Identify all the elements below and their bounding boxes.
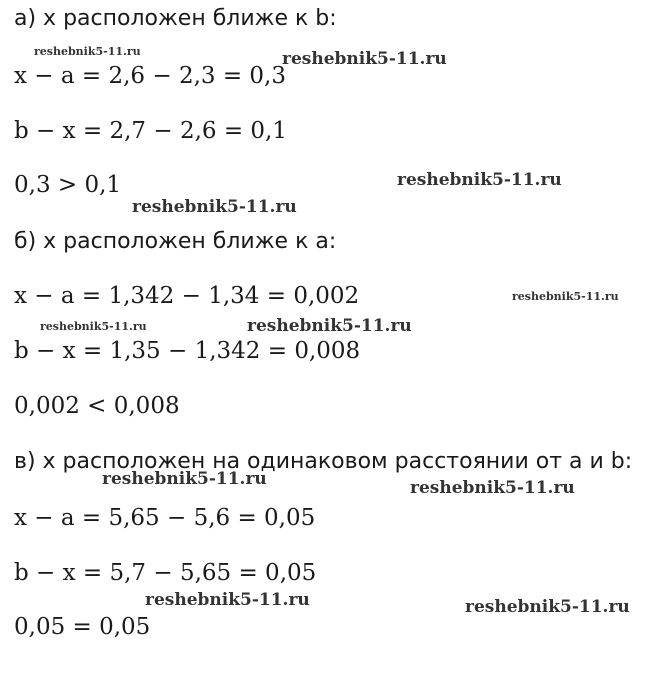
watermark: reshebnik5-11.ru [465, 597, 630, 617]
watermark: reshebnik5-11.ru [145, 590, 310, 610]
watermark: reshebnik5-11.ru [40, 320, 147, 333]
line-a-compare: 0,3 > 0,1 [14, 172, 122, 198]
line-c-compare: 0,05 = 0,05 [14, 614, 151, 640]
watermark: reshebnik5-11.ru [282, 49, 447, 69]
line-a-heading: а) x расположен ближе к b: [14, 6, 337, 31]
line-b-eq2: b − x = 1,35 − 1,342 = 0,008 [14, 338, 361, 364]
line-b-compare: 0,002 < 0,008 [14, 393, 180, 419]
watermark: reshebnik5-11.ru [247, 316, 412, 336]
line-b-eq1: x − a = 1,342 − 1,34 = 0,002 [14, 283, 360, 309]
watermark: reshebnik5-11.ru [34, 45, 141, 58]
line-b-heading: б) x расположен ближе к a: [14, 229, 337, 254]
line-a-eq1: x − a = 2,6 − 2,3 = 0,3 [14, 63, 286, 89]
watermark: reshebnik5-11.ru [512, 290, 619, 303]
line-c-heading: в) x расположен на одинаковом расстоянии от a и b: [14, 449, 633, 474]
watermark: reshebnik5-11.ru [397, 170, 562, 190]
watermark: reshebnik5-11.ru [410, 478, 575, 498]
line-c-eq1: x − a = 5,65 − 5,6 = 0,05 [14, 505, 316, 531]
line-a-eq2: b − x = 2,7 − 2,6 = 0,1 [14, 118, 288, 144]
watermark: reshebnik5-11.ru [132, 197, 297, 217]
watermark: reshebnik5-11.ru [102, 469, 267, 489]
line-c-eq2: b − x = 5,7 − 5,65 = 0,05 [14, 560, 317, 586]
